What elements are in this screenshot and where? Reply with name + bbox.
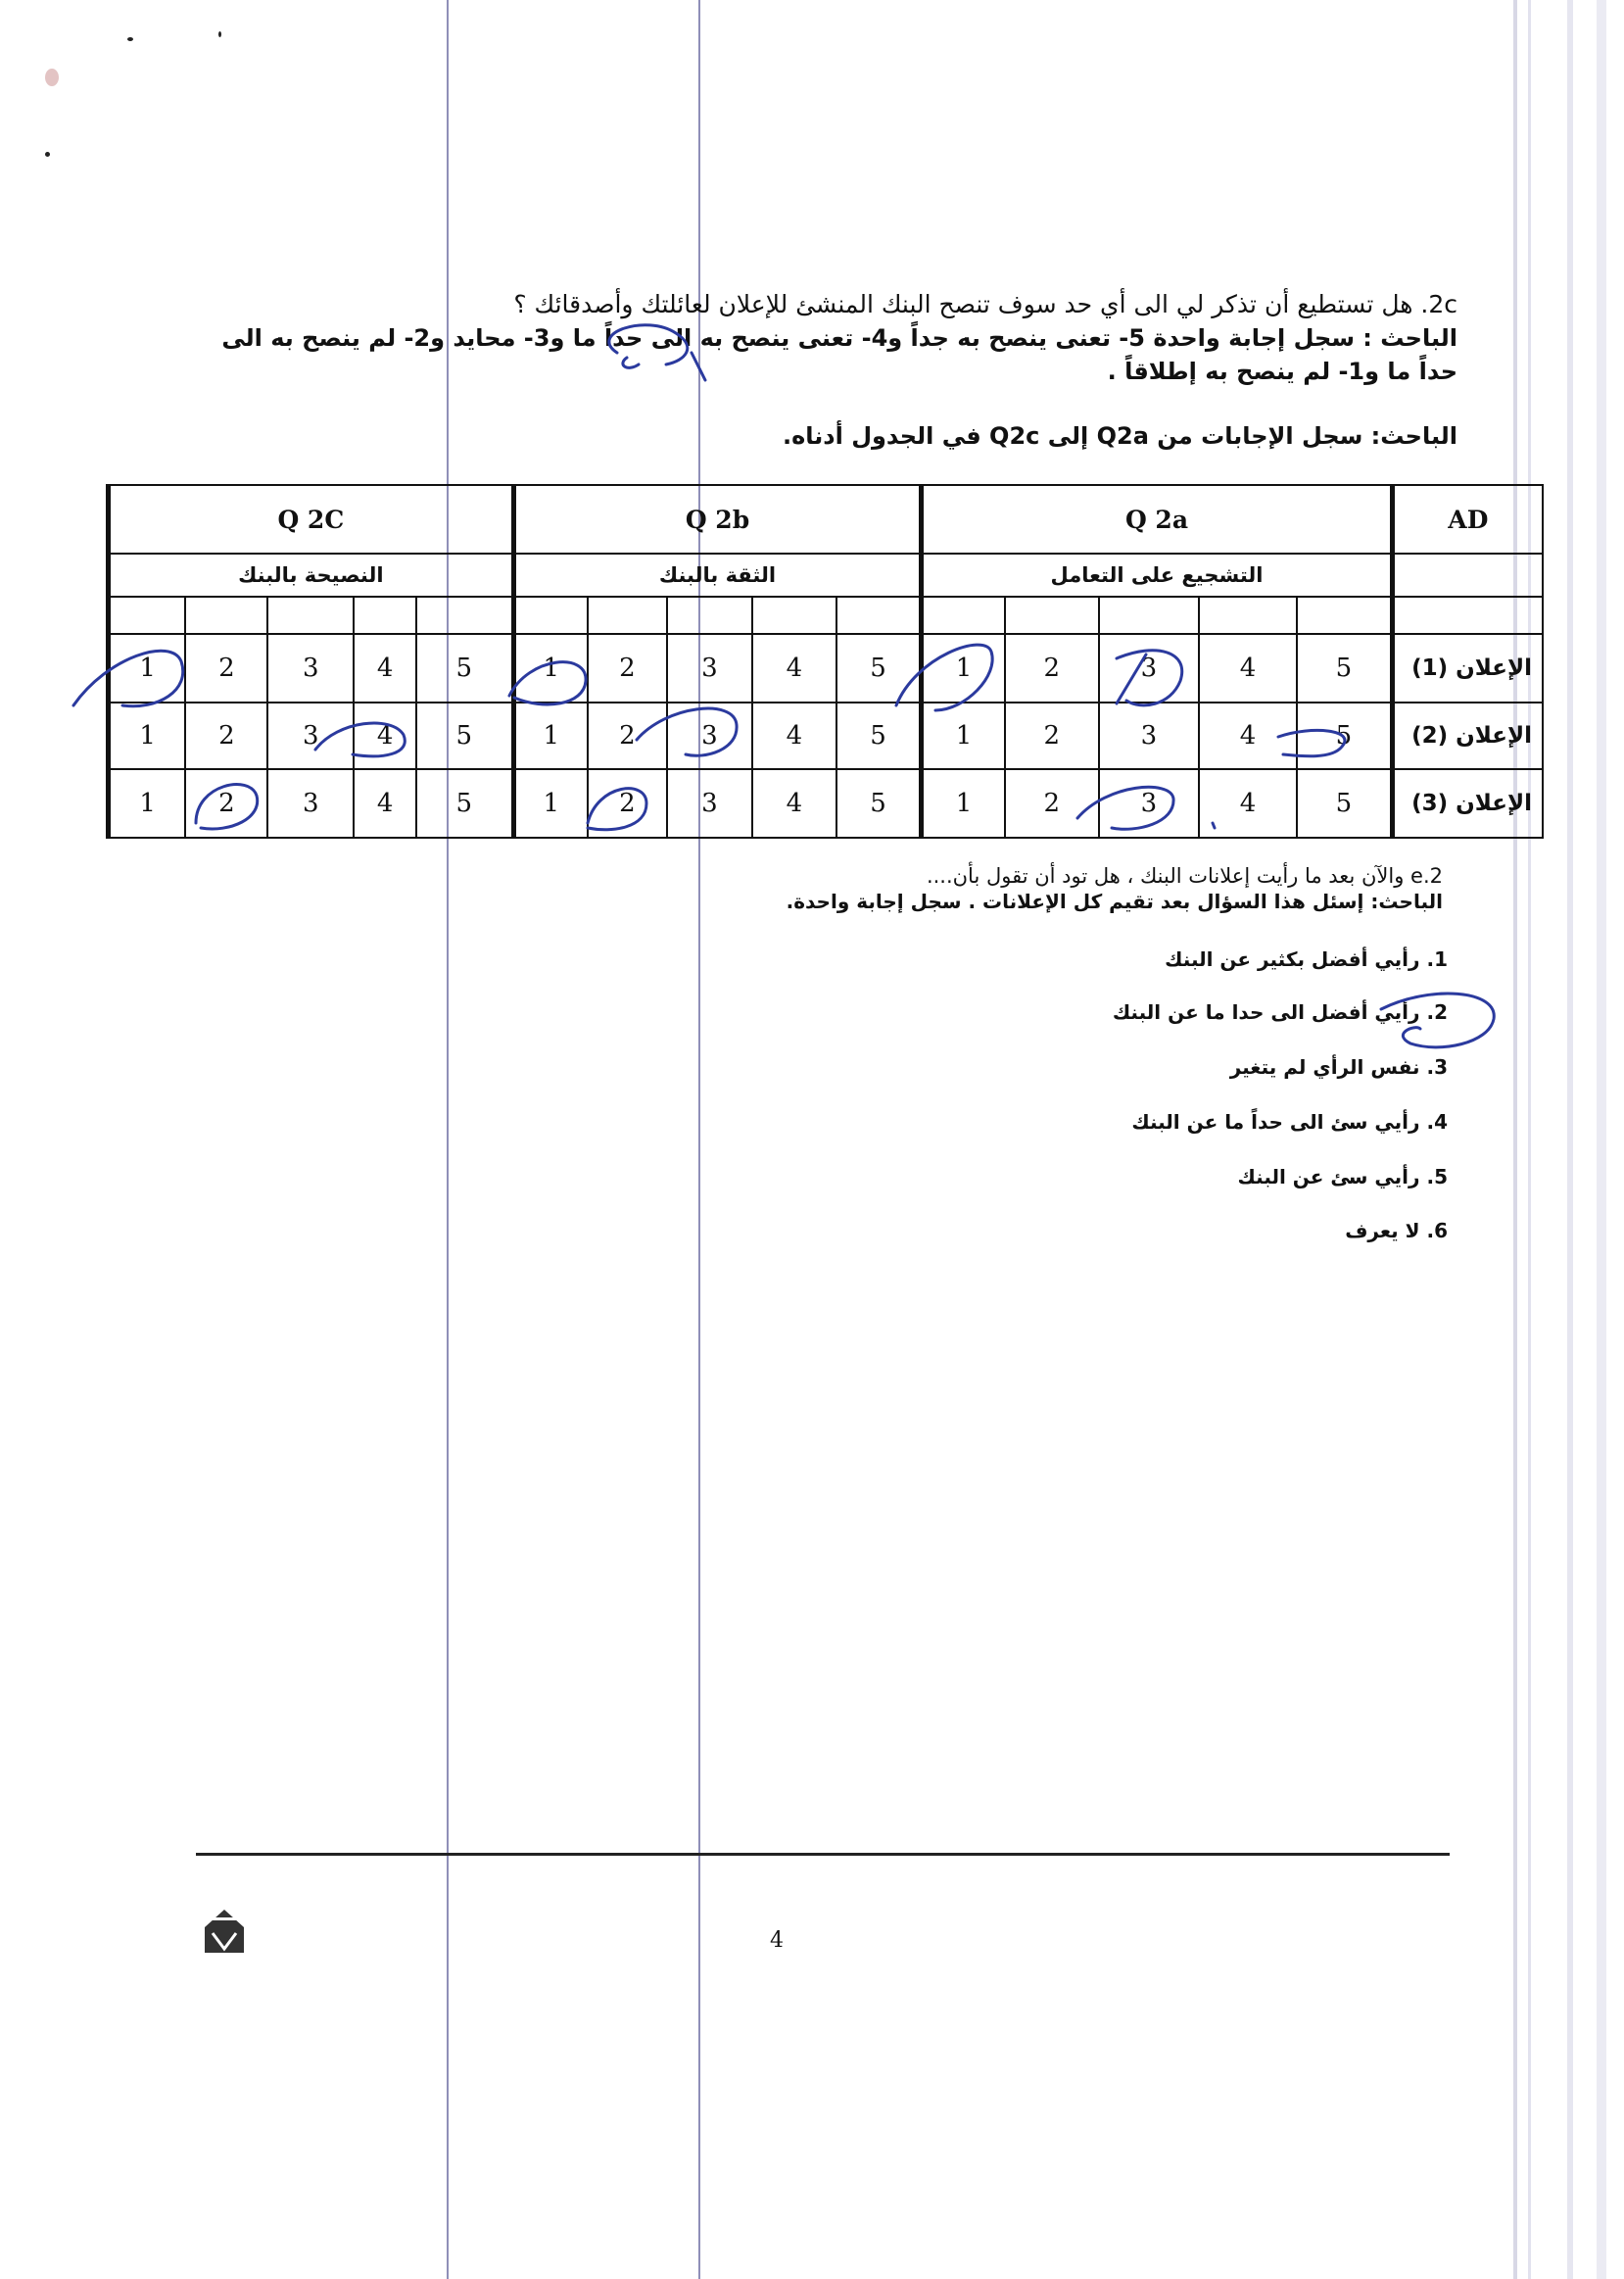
rating-cell[interactable]: 2 (185, 634, 267, 703)
rating-cell[interactable]: 2 (1005, 703, 1099, 769)
blank-cell (1005, 597, 1099, 634)
rating-cell[interactable]: 1 (109, 634, 186, 703)
rating-cell[interactable]: 3 (1099, 769, 1199, 838)
rating-cell[interactable]: 1 (109, 703, 186, 769)
speck (218, 31, 221, 37)
blank-cell (267, 597, 354, 634)
speck (45, 152, 50, 157)
row-label-ad3: الإعلان (3) (1392, 769, 1543, 838)
blank-cell (513, 597, 588, 634)
rating-cell[interactable]: 1 (922, 769, 1005, 838)
ad-header: AD (1392, 485, 1543, 554)
rating-cell[interactable]: 2 (1005, 769, 1099, 838)
publisher-logo-icon (203, 1906, 246, 1955)
rating-cell[interactable]: 5 (1297, 634, 1392, 703)
rating-cell[interactable]: 4 (354, 634, 416, 703)
rating-cell[interactable]: 2 (588, 634, 667, 703)
edge-stripe (1567, 0, 1573, 2279)
question-2e-instruction: الباحث: إسئل هذا السؤال بعد تقيم كل الإعلانات . سجل إجابة واحدة. (786, 890, 1443, 913)
group-label-q2a: التشجيع على التعامل (922, 554, 1392, 597)
rating-cell[interactable]: 1 (513, 703, 588, 769)
blank-cell (1392, 597, 1543, 634)
rating-cell[interactable]: 4 (354, 769, 416, 838)
rating-cell[interactable]: 4 (1199, 769, 1297, 838)
rating-table (106, 484, 1544, 839)
option-4[interactable]: 4. رأيي سئ الى حداً ما عن البنك (1131, 1110, 1448, 1134)
rating-cell[interactable]: 4 (752, 769, 836, 838)
edge-stripe (1528, 0, 1531, 2279)
rating-cell[interactable]: 1 (109, 769, 186, 838)
rating-cell[interactable]: 3 (267, 703, 354, 769)
rating-cell[interactable]: 4 (752, 634, 836, 703)
rating-cell[interactable]: 3 (267, 634, 354, 703)
rating-cell[interactable]: 5 (836, 769, 922, 838)
blank-cell (416, 597, 513, 634)
rating-cell[interactable]: 4 (354, 703, 416, 769)
group-label-q2c: النصيحة بالبنك (109, 554, 514, 597)
blank-cell (354, 597, 416, 634)
row-label-ad2: الإعلان (2) (1392, 703, 1543, 769)
blank-cell (588, 597, 667, 634)
rating-cell[interactable]: 2 (185, 769, 267, 838)
question-2e-title: 2.e والآن بعد ما رأيت إعلانات البنك ، هل تود أن تقول بأن.... (926, 864, 1443, 888)
option-5[interactable]: 5. رأيي سئ عن البنك (1237, 1165, 1448, 1188)
rating-cell[interactable]: 3 (1099, 634, 1199, 703)
rating-cell[interactable]: 3 (267, 769, 354, 838)
rating-cell[interactable]: 5 (416, 634, 513, 703)
blank-cell (667, 597, 752, 634)
rating-cell[interactable]: 1 (513, 769, 588, 838)
rating-cell[interactable]: 4 (1199, 634, 1297, 703)
rating-cell[interactable]: 1 (922, 634, 1005, 703)
blank-cell (109, 597, 186, 634)
table-instruction-block (194, 419, 1457, 453)
group-header-q2a: Q 2a (922, 485, 1392, 554)
rating-cell[interactable]: 5 (416, 769, 513, 838)
rating-cell[interactable]: 2 (185, 703, 267, 769)
blank-cell (922, 597, 1005, 634)
speck (127, 37, 133, 41)
rating-cell[interactable]: 1 (922, 703, 1005, 769)
question-2c-instruction: الباحث : سجل إجابة واحدة 5- تعنى ينصح به جداً و4- تعنى ينصح به الى حداً ما و3- محايد و2- لم ينصح به الى حداً ما و1- لم ينصح به إطلاقاً . (221, 324, 1457, 385)
group-header-q2c: Q 2C (109, 485, 514, 554)
rating-cell[interactable]: 2 (588, 769, 667, 838)
rating-cell[interactable]: 5 (836, 634, 922, 703)
question-2c (194, 288, 1457, 388)
rating-cell[interactable]: 3 (667, 634, 752, 703)
option-3[interactable]: 3. نفس الرأي لم يتغير (1229, 1055, 1448, 1079)
rating-cell[interactable]: 3 (1099, 703, 1199, 769)
rating-cell[interactable]: 4 (752, 703, 836, 769)
rating-cell[interactable]: 5 (1297, 769, 1392, 838)
blank-cell (1099, 597, 1199, 634)
rating-cell[interactable]: 5 (1297, 703, 1392, 769)
table-instruction: الباحث: سجل الإجابات من Q2a إلى Q2c في الجدول أدناه. (782, 422, 1457, 450)
stain (45, 69, 59, 86)
rating-cell[interactable]: 5 (836, 703, 922, 769)
rating-cell[interactable]: 4 (1199, 703, 1297, 769)
blank-cell (1199, 597, 1297, 634)
edge-stripe (1597, 0, 1606, 2279)
group-label-q2b: الثقة بالبنك (513, 554, 922, 597)
rating-cell[interactable]: 2 (1005, 634, 1099, 703)
footer-rule (196, 1853, 1450, 1856)
blank-cell (836, 597, 922, 634)
option-2[interactable]: 2. رأيي أفضل الى حدا ما عن البنك (1112, 1000, 1448, 1024)
page-number: 4 (770, 1928, 784, 1953)
blank-cell (752, 597, 836, 634)
rating-cell[interactable]: 1 (513, 634, 588, 703)
rating-cell[interactable]: 5 (416, 703, 513, 769)
ad-header-blank (1392, 554, 1543, 597)
blank-cell (185, 597, 267, 634)
option-6[interactable]: 6. لا يعرف (1345, 1219, 1448, 1242)
edge-stripe (1513, 0, 1517, 2279)
question-2c-title: 2c. هل تستطيع أن تذكر لي الى أي حد سوف تنصح البنك المنشئ للإعلان لعائلتك وأصدقائك ؟ (513, 290, 1457, 318)
blank-cell (1297, 597, 1392, 634)
rating-cell[interactable]: 2 (588, 703, 667, 769)
rating-cell[interactable]: 3 (667, 769, 752, 838)
row-label-ad1: الإعلان (1) (1392, 634, 1543, 703)
group-header-q2b: Q 2b (513, 485, 922, 554)
option-1[interactable]: 1. رأيي أفضل بكثير عن البنك (1165, 947, 1448, 971)
rating-cell[interactable]: 3 (667, 703, 752, 769)
